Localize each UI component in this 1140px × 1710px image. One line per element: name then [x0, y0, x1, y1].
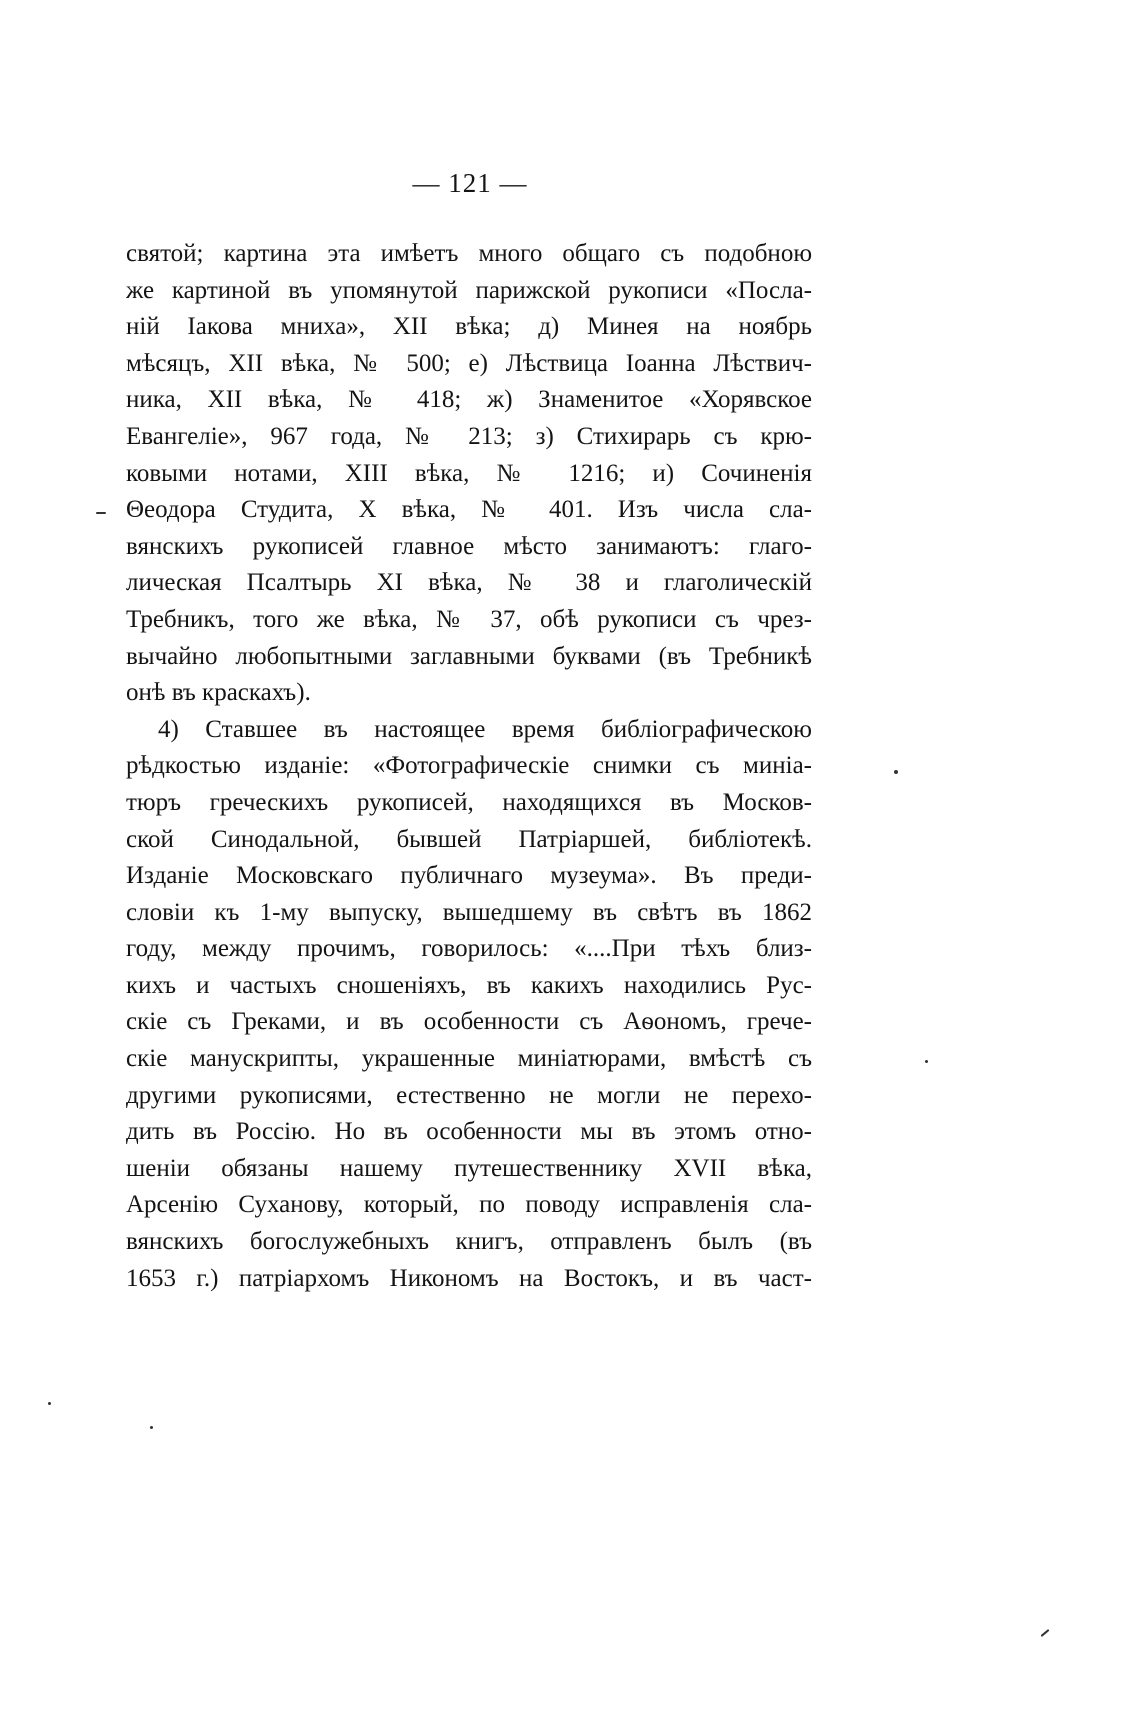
text-line: Евангеліе», 967 года, № 213; з) Стихирарь съ крю-: [126, 422, 812, 450]
text-line: ника, XII вѣка, № 418; ж) Знаменитое «Хорявское: [126, 386, 812, 414]
text-line: 1653 г.) патріархомъ Никономъ на Востокъ, и въ част-: [126, 1264, 812, 1292]
scan-speck: [925, 1060, 928, 1063]
text-line: святой; картина эта имѣетъ много общаго съ подобною: [126, 240, 812, 267]
text-line: тюръ греческихъ рукописей, находящихся въ Москов-: [126, 788, 812, 816]
text-line: лическая Псалтырь XI вѣка, № 38 и глаголическій: [126, 569, 812, 597]
text-line: вянскихъ рукописей главное мѣсто занимаютъ: глаго-: [126, 532, 812, 560]
text-line: дить въ Россію. Но въ особенности мы въ этомъ отно-: [126, 1118, 812, 1146]
text-line: скіе съ Греками, и въ особенности съ Аѳономъ, грече-: [126, 1008, 812, 1036]
text-line: шеніи обязаны нашему путешественнику XVII вѣка,: [126, 1154, 812, 1182]
scan-speck: [1041, 1629, 1050, 1637]
paragraph-1: [126, 236, 812, 712]
text-line: мѣсяцъ, XII вѣка, № 500; е) Лѣствица Іоанна Лѣствич-: [126, 349, 812, 377]
text-line: Арсенію Суханову, который, по поводу исправленія сла-: [126, 1191, 812, 1219]
page-number: — 121 —: [412, 168, 528, 198]
scan-speck: [150, 1426, 153, 1429]
text-line: кихъ и частыхъ сношеніяхъ, въ какихъ находились Рус-: [126, 971, 812, 999]
text-line: ковыми нотами, XIII вѣка, № 1216; и) Сочиненія: [126, 459, 812, 487]
text-line: ской Синодальной, бывшей Патріаршей, библіотекѣ.: [126, 825, 812, 853]
text-line: ній Іакова мниха», XII вѣка; д) Минея на ноябрь: [126, 313, 812, 341]
scan-speck: [48, 1402, 51, 1405]
text-line: Требникъ, того же вѣка, № 37, обѣ рукописи съ чрез-: [126, 605, 812, 633]
text-line: рѣдкостью изданіе: «Фотографическіе снимки съ миніа-: [126, 752, 812, 780]
paragraph-2: [126, 712, 812, 1298]
text-line: же картиной въ упомянутой парижской рукописи «Посла-: [126, 276, 812, 304]
text-line: скіе манускрипты, украшенные миніатюрами, вмѣстѣ съ: [126, 1045, 812, 1073]
text-line: году, между прочимъ, говорилось: «....При тѣхъ близ-: [126, 935, 812, 963]
text-line: другими рукописями, естественно не могли не перехо-: [126, 1081, 812, 1109]
text-line: онѣ въ краскахъ).: [126, 679, 311, 707]
text-line: Θеодора Студита, X вѣка, № 401. Изъ числа сла-: [126, 496, 812, 524]
text-line: вянскихъ богослужебныхъ книгъ, отправленъ былъ (въ: [126, 1228, 812, 1256]
scan-speck: [894, 770, 898, 774]
scan-speck: [96, 512, 106, 514]
text-line: вычайно любопытными заглавными буквами (въ Требникѣ: [126, 642, 812, 670]
body-text: [126, 236, 812, 1297]
text-line: 4) Ставшее въ настоящее время библіографическою: [158, 715, 812, 743]
text-line: Изданіе Московскаго публичнаго музеума». Въ преди-: [126, 862, 812, 890]
text-line: словіи къ 1-му выпуску, вышедшему въ свѣтъ въ 1862: [126, 898, 812, 926]
